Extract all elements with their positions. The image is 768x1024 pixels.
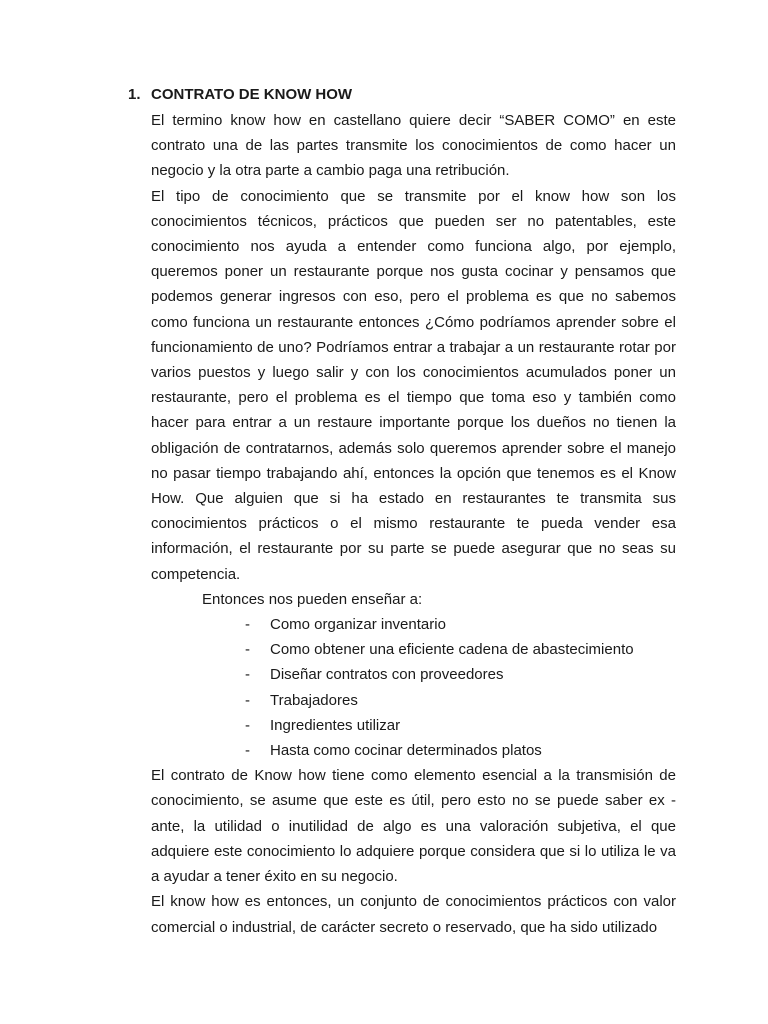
list-item: - Diseñar contratos con proveedores: [151, 662, 676, 687]
list-item: - Ingredientes utilizar: [151, 713, 676, 738]
document-body: [151, 108, 676, 940]
paragraph-know-how-definition: El know how es entonces, un conjunto de conocimientos prácticos con valor comercial o industrial, de carácter secreto o reservado, que ha sido utilizado: [151, 893, 676, 936]
heading-number: 1.: [128, 86, 141, 103]
teaching-list: [151, 612, 676, 763]
section-heading: [128, 85, 352, 105]
list-dash: -: [245, 641, 250, 659]
list-dash: -: [245, 666, 250, 684]
paragraph-essential-element: El contrato de Know how tiene como elemento esencial a la transmisión de conocimiento, se asume que este es útil, pero esto no se puede saber ex - ante, la utilidad o inutilidad de algo es una valoración subjetiva, el que adquiere este conocimiento lo adquiere porque considera que si lo utiliza le va a ayudar a tener éxito en su negocio.: [151, 767, 676, 886]
list-dash: -: [245, 691, 250, 709]
list-dash: -: [245, 716, 250, 734]
list-item: - Trabajadores: [151, 688, 676, 713]
paragraph-definition: El termino know how en castellano quiere decir “SABER COMO” en este contrato una de las partes transmite los conocimientos de como hacer un negocio y la otra parte a cambio paga una retribución.: [151, 112, 676, 180]
list-item: - Como obtener una eficiente cadena de abastecimiento: [151, 637, 676, 662]
list-item: - Hasta como cocinar determinados platos: [151, 738, 676, 763]
heading-title: CONTRATO DE KNOW HOW: [151, 86, 353, 103]
paragraph-restaurant-example: El tipo de conocimiento que se transmite por el know how son los conocimientos técnicos, prácticos que pueden ser no patentables, este conocimiento nos ayuda a entender como funciona algo, por ejemplo, queremos poner un restaurante porque nos gusta cocinar y pensamos que podemos generar ingresos con eso, pero el problema es que no sabemos como funciona un restaurante entonces ¿Cómo podríamos aprender sobre el funcionamiento de uno? Podríamos entrar a trabajar a un restaurante rotar por varios puestos y luego salir y con los conocimientos acumulados poner un restaurante, pero el problema es el tiempo que toma eso y también como hacer para entrar a un restaure importante porque los dueños no tienen la obligación de contratarnos, además solo queremos aprender sobre el manejo no pasar tiempo trabajando ahí, entonces la opción que tenemos es el Know How. Que alguien que si ha estado en restaurantes te transmita sus conocimientos prácticos o el mismo restaurante te pueda vender esa información, el restaurante por su parte se puede asegurar que no seas su competencia.: [151, 187, 676, 583]
list-item: - Como organizar inventario: [151, 612, 676, 637]
list-dash: -: [245, 742, 250, 760]
list-dash: -: [245, 616, 250, 634]
list-intro: Entonces nos pueden enseñar a:: [202, 590, 423, 608]
